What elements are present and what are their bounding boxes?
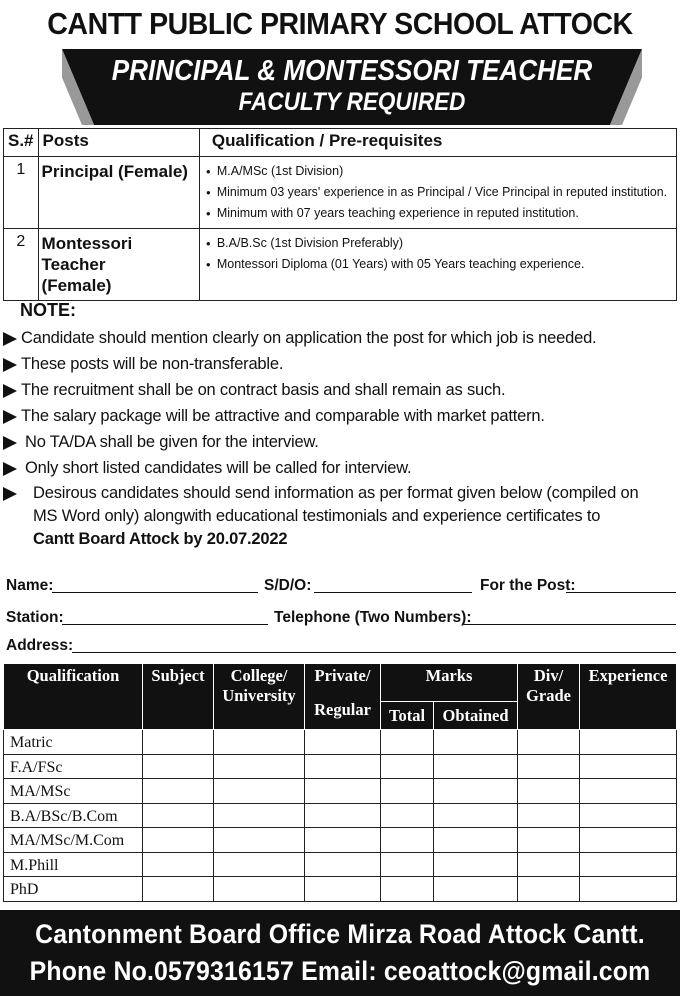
header-experience: Experience — [580, 664, 677, 730]
arrow-bullet-icon — [3, 462, 17, 476]
header-subject: Subject — [143, 664, 214, 730]
requirements-list — [200, 229, 676, 279]
posts-table — [3, 128, 677, 301]
note-text: MS Word only) alongwith educational testimonials and experience certificates to — [33, 507, 601, 525]
cell-college[interactable] — [214, 828, 305, 853]
name-label: Name: — [6, 577, 54, 594]
post-label: For the Post: — [480, 577, 576, 594]
contact-footer — [0, 910, 680, 996]
station-field[interactable] — [62, 624, 268, 625]
cell-private-regular[interactable] — [305, 803, 381, 828]
header-private: Private/ — [314, 666, 371, 685]
arrow-bullet-icon — [3, 436, 17, 450]
cell-subject[interactable] — [143, 779, 214, 804]
note-item — [3, 325, 677, 351]
cell-obtained[interactable] — [434, 730, 518, 755]
form-row — [6, 605, 676, 637]
note-text: The salary package will be attractive and comparable with market pattern. — [21, 407, 545, 425]
cell-experience[interactable] — [580, 754, 677, 779]
cell-private-regular[interactable] — [305, 877, 381, 902]
cell-college[interactable] — [214, 754, 305, 779]
qualification-table-header — [4, 664, 677, 702]
cell-experience[interactable] — [580, 779, 677, 804]
cell-subject[interactable] — [143, 730, 214, 755]
cell-total[interactable] — [381, 828, 434, 853]
note-item — [3, 351, 677, 377]
qualification-label: PhD — [4, 877, 143, 902]
cell-subject[interactable] — [143, 754, 214, 779]
note-text: Only short listed candidates will be called for interview. — [25, 459, 412, 477]
cell-div-grade[interactable] — [518, 754, 580, 779]
qualification-label: MA/MSc — [4, 779, 143, 804]
cell-college[interactable] — [214, 730, 305, 755]
row-sn: 1 — [4, 157, 39, 229]
telephone-field[interactable] — [464, 624, 676, 625]
cell-total[interactable] — [381, 877, 434, 902]
cell-subject[interactable] — [143, 803, 214, 828]
header-private-regular — [305, 664, 381, 730]
cell-experience[interactable] — [580, 828, 677, 853]
address-field[interactable] — [72, 652, 676, 653]
cell-experience[interactable] — [580, 803, 677, 828]
qualification-table — [3, 663, 677, 902]
header-grade: Grade — [526, 686, 571, 705]
sdo-field[interactable] — [314, 592, 472, 593]
table-row — [4, 730, 677, 755]
requirement-item: ● Minimum with 07 years teaching experience in reputed institution. — [206, 203, 672, 224]
note-item — [3, 377, 677, 403]
cell-div-grade[interactable] — [518, 730, 580, 755]
cell-college[interactable] — [214, 877, 305, 902]
requirement-item: ● Montessori Diploma (01 Years) with 05 Years teaching experience. — [206, 254, 672, 275]
post-gender: (Female) — [41, 276, 112, 295]
submission-deadline: Cantt Board Attock by 20.07.2022 — [33, 530, 288, 548]
cell-div-grade[interactable] — [518, 828, 580, 853]
contact-details: Phone No.0579316157 Email: ceoattock@gmail.com — [29, 956, 651, 986]
office-address: Cantonment Board Office Mirza Road Attock Cantt. — [35, 919, 645, 949]
arrow-bullet-icon — [3, 332, 17, 346]
cell-college[interactable] — [214, 803, 305, 828]
cell-obtained[interactable] — [434, 803, 518, 828]
header-div-grade — [518, 664, 580, 730]
posts-table-header — [4, 129, 677, 157]
table-row — [4, 828, 677, 853]
arrow-bullet-icon — [3, 410, 17, 424]
arrow-bullet-icon — [3, 384, 17, 398]
telephone-label: Telephone (Two Numbers): — [274, 609, 472, 626]
station-label: Station: — [6, 609, 64, 626]
cell-college[interactable] — [214, 852, 305, 877]
school-title: CANTT PUBLIC PRIMARY SCHOOL ATTOCK — [47, 6, 633, 41]
form-row — [6, 573, 676, 605]
qualification-label: F.A/FSc — [4, 754, 143, 779]
header-sn: S.# — [4, 129, 39, 157]
note-heading: NOTE: — [20, 300, 76, 320]
requirements-cell — [199, 229, 676, 301]
header-total: Total — [381, 702, 434, 730]
cell-private-regular[interactable] — [305, 828, 381, 853]
header-college-line: University — [222, 686, 296, 705]
post-principal: Principal (Female) — [38, 157, 199, 229]
table-row — [4, 779, 677, 804]
requirement-item: ● B.A/B.Sc (1st Division Preferably) — [206, 233, 672, 254]
form-row — [6, 637, 676, 659]
cell-total[interactable] — [381, 779, 434, 804]
cell-div-grade[interactable] — [518, 803, 580, 828]
application-form — [6, 573, 676, 659]
cell-obtained[interactable] — [434, 779, 518, 804]
cell-div-grade[interactable] — [518, 877, 580, 902]
banner-faculty-required: FACULTY REQUIRED — [238, 88, 466, 116]
qualification-label: MA/MSc/M.Com — [4, 828, 143, 853]
cell-private-regular[interactable] — [305, 730, 381, 755]
cell-subject[interactable] — [143, 852, 214, 877]
header-regular: Regular — [314, 700, 371, 719]
arrow-bullet-icon — [3, 358, 17, 372]
table-row — [4, 754, 677, 779]
table-row — [4, 803, 677, 828]
header-posts: Posts — [38, 129, 199, 157]
cell-subject[interactable] — [143, 877, 214, 902]
row-sn: 2 — [4, 229, 39, 301]
header-obtained: Obtained — [434, 702, 518, 730]
qualification-label: M.Phill — [4, 852, 143, 877]
table-row — [4, 157, 677, 229]
note-item — [3, 481, 677, 551]
cell-total[interactable] — [381, 803, 434, 828]
post-name: Montessori Teacher — [41, 234, 133, 274]
cell-experience[interactable] — [580, 877, 677, 902]
qualification-label: B.A/BSc/B.Com — [4, 803, 143, 828]
table-row — [4, 229, 677, 301]
note-item — [3, 403, 677, 429]
note-text: Desirous candidates should send information as per format given below (compiled on — [33, 484, 639, 502]
cell-private-regular[interactable] — [305, 754, 381, 779]
requirement-item: ● M.A/MSc (1st Division) — [206, 161, 672, 182]
requirement-item: ● Minimum 03 years' experience in as Principal / Vice Principal in reputed institution. — [206, 182, 667, 203]
cell-experience[interactable] — [580, 730, 677, 755]
header-college-line: College/ — [230, 666, 288, 685]
note-item — [3, 429, 677, 455]
banner-positions: PRINCIPAL & MONTESSORI TEACHER — [111, 55, 593, 87]
requirements-cell — [199, 157, 676, 229]
cell-div-grade[interactable] — [518, 779, 580, 804]
header-college — [214, 664, 305, 730]
header-qualification: Qualification / Pre-requisites — [199, 129, 676, 157]
header-marks: Marks — [381, 664, 518, 702]
cell-private-regular[interactable] — [305, 779, 381, 804]
cell-obtained[interactable] — [434, 754, 518, 779]
name-field[interactable] — [52, 592, 258, 593]
post-field[interactable] — [566, 592, 676, 593]
address-label: Address: — [6, 637, 74, 654]
note-text: No TA/DA shall be given for the interview. — [25, 433, 319, 451]
note-text: Candidate should mention clearly on application the post for which job is needed. — [21, 329, 597, 347]
cell-private-regular[interactable] — [305, 852, 381, 877]
qualification-label: Matric — [4, 730, 143, 755]
cell-obtained[interactable] — [434, 877, 518, 902]
table-row — [4, 852, 677, 877]
header-div: Div/ — [533, 666, 564, 685]
post-montessori-teacher — [38, 229, 199, 301]
position-banner — [62, 49, 642, 125]
note-text: The recruitment shall be on contract basis and shall remain as such. — [21, 381, 506, 399]
cell-total[interactable] — [381, 852, 434, 877]
header-qualification: Qualification — [4, 664, 143, 730]
cell-div-grade[interactable] — [518, 852, 580, 877]
cell-obtained[interactable] — [434, 828, 518, 853]
sdo-label: S/D/O: — [264, 577, 312, 594]
table-row — [4, 877, 677, 902]
note-text: These posts will be non-transferable. — [21, 355, 284, 373]
notes-list — [3, 325, 677, 551]
cell-subject[interactable] — [143, 828, 214, 853]
cell-total[interactable] — [381, 730, 434, 755]
arrow-bullet-icon — [3, 487, 17, 501]
cell-total[interactable] — [381, 754, 434, 779]
note-item — [3, 455, 677, 481]
requirements-list — [200, 157, 676, 228]
cell-experience[interactable] — [580, 852, 677, 877]
cell-college[interactable] — [214, 779, 305, 804]
cell-obtained[interactable] — [434, 852, 518, 877]
